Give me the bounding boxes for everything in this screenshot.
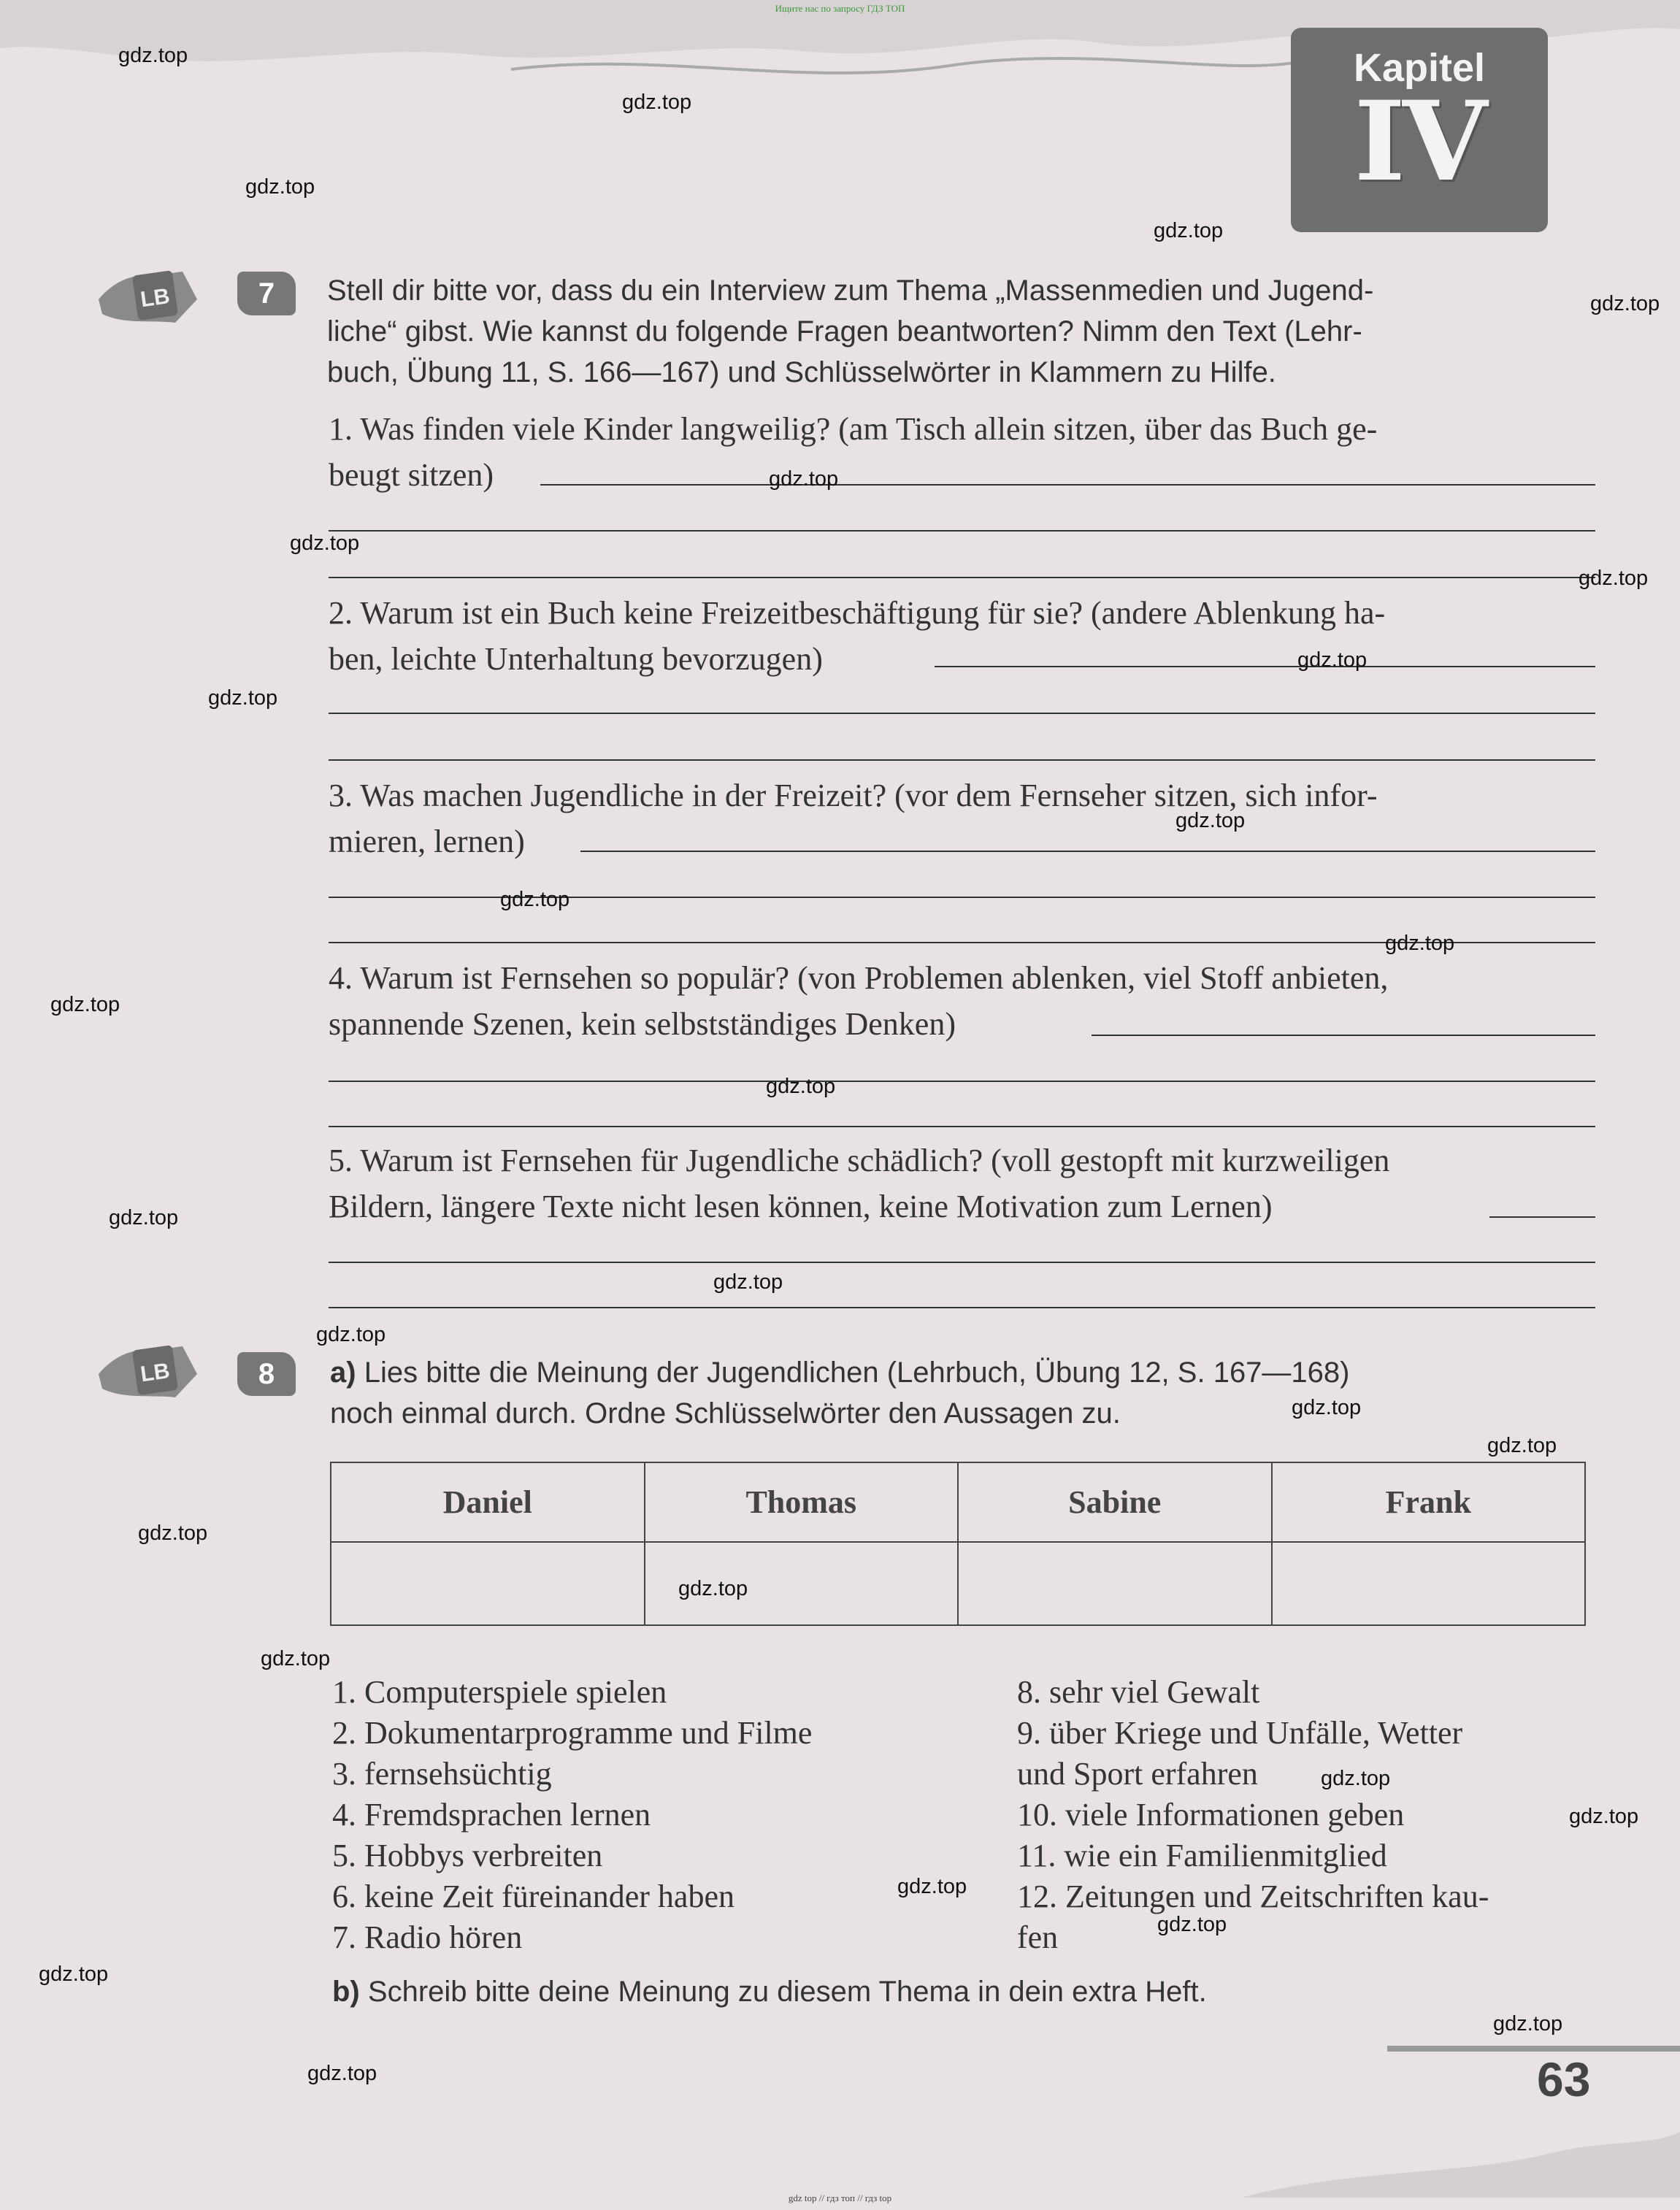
answer-line[interactable]: [580, 851, 1595, 852]
watermark: gdz.top: [1579, 567, 1649, 590]
keyword-item: und Sport erfahren: [1017, 1756, 1258, 1792]
question-line: 1. Was finden viele Kinder langweilig? (am Tisch allein sitzen, über das Buch ge-: [329, 411, 1378, 447]
question-line: 2. Warum ist ein Buch keine Freizeitbeschäftigung für sie? (andere Ablenkung ha-: [329, 595, 1386, 631]
watermark: gdz.top: [1297, 648, 1368, 672]
question-2: [329, 590, 1385, 682]
watermark: gdz.top: [1487, 1434, 1557, 1457]
table-header-frank: Frank: [1272, 1462, 1586, 1542]
watermark: gdz.top: [622, 91, 692, 114]
watermark: gdz.top: [1590, 292, 1660, 315]
answer-line[interactable]: [540, 484, 1595, 486]
question-line: 4. Warum ist Fernsehen so populär? (von Problemen ablenken, viel Stoff anbieten,: [329, 960, 1389, 996]
answer-line[interactable]: [329, 1262, 1595, 1263]
keyword-item: 6. keine Zeit füreinander haben: [332, 1879, 734, 1914]
question-line: ben, leichte Unterhaltung bevorzugen): [329, 641, 823, 677]
watermark: gdz.top: [1385, 932, 1455, 955]
watermark: gdz.top: [118, 44, 188, 67]
instruction-line: Stell dir bitte vor, dass du ein Interview zum Thema „Massenmedien und Jugend-: [327, 275, 1374, 307]
part-a-line: Lies bitte die Meinung der Jugendlichen (Lehrbuch, Übung 12, S. 167—168): [364, 1357, 1350, 1389]
bottom-note: gdz top // гдз топ // гдз top: [788, 2192, 892, 2203]
textbook-icon: [95, 263, 204, 329]
table-header-sabine: Sabine: [958, 1462, 1272, 1542]
table-cell-sabine[interactable]: [958, 1542, 1272, 1625]
watermark: gdz.top: [138, 1522, 208, 1545]
table-cell-frank[interactable]: [1272, 1542, 1586, 1625]
watermark: gdz.top: [897, 1875, 967, 1898]
chapter-label: Kapitel: [1353, 46, 1486, 90]
table-header-thomas: Thomas: [645, 1462, 959, 1542]
watermark: gdz.top: [1569, 1805, 1639, 1828]
answer-line[interactable]: [329, 713, 1595, 714]
textbook-icon-label: LB: [139, 1359, 172, 1387]
keyword-item: fen: [1017, 1919, 1059, 1955]
answer-line[interactable]: [329, 530, 1595, 532]
keyword-item: 1. Computerspiele spielen: [332, 1674, 667, 1710]
chapter-badge: [1291, 28, 1548, 232]
part-a-label: a): [330, 1357, 356, 1389]
question-line: 3. Was machen Jugendliche in der Freizeit? (vor dem Fernseher sitzen, sich infor-: [329, 778, 1378, 813]
watermark: gdz.top: [290, 532, 360, 555]
watermark: gdz.top: [208, 686, 278, 710]
textbook-icon-label: LB: [139, 284, 172, 312]
watermark: gdz.top: [1493, 2012, 1563, 2036]
answer-line[interactable]: [329, 759, 1595, 761]
keyword-item: 4. Fremdsprachen lernen: [332, 1797, 651, 1833]
table-header-daniel: Daniel: [331, 1462, 645, 1542]
watermark: gdz.top: [50, 993, 120, 1016]
question-5: [329, 1137, 1389, 1229]
watermark: gdz.top: [1292, 1396, 1362, 1419]
answer-line[interactable]: [935, 666, 1595, 667]
answer-line[interactable]: [1489, 1216, 1595, 1218]
watermark: gdz.top: [1175, 809, 1246, 832]
answer-line[interactable]: [1092, 1035, 1595, 1036]
instruction-line: buch, Übung 11, S. 166—167) und Schlüsselwörter in Klammern zu Hilfe.: [327, 356, 1276, 388]
watermark: gdz.top: [245, 175, 315, 199]
watermark: gdz.top: [109, 1206, 179, 1229]
exercise7-instruction: [327, 270, 1373, 393]
answer-line[interactable]: [329, 1081, 1595, 1082]
exercise8-part-a: [330, 1352, 1350, 1434]
watermark: gdz.top: [678, 1577, 748, 1600]
top-note: Ищите нас по запросу ГДЗ ТОП: [775, 3, 905, 14]
question-line: spannende Szenen, kein selbstständiges Denken): [329, 1006, 956, 1042]
watermark: gdz.top: [769, 467, 839, 491]
keywords-left-column: [332, 1672, 812, 1958]
answer-line[interactable]: [329, 577, 1595, 578]
page-number: 63: [1537, 2052, 1591, 2106]
watermark: gdz.top: [316, 1323, 386, 1346]
question-4: [329, 955, 1388, 1047]
watermark: gdz.top: [39, 1962, 109, 1986]
watermark: gdz.top: [766, 1075, 836, 1098]
table-cell-daniel[interactable]: [331, 1542, 645, 1625]
question-line: 5. Warum ist Fernsehen für Jugendliche schädlich? (voll gestopft mit kurzweiligen: [329, 1143, 1390, 1178]
exercise-number-8: 8: [237, 1352, 296, 1396]
answer-line[interactable]: [329, 1307, 1595, 1308]
answer-line[interactable]: [329, 1126, 1595, 1127]
watermark: gdz.top: [1157, 1913, 1227, 1936]
watermark: gdz.top: [1154, 219, 1224, 242]
watermark: gdz.top: [307, 2062, 377, 2085]
keyword-item: 10. viele Informationen geben: [1017, 1797, 1405, 1833]
keyword-item: 8. sehr viel Gewalt: [1017, 1674, 1260, 1710]
keyword-item: 12. Zeitungen und Zeitschriften kau-: [1017, 1879, 1489, 1914]
watermark: gdz.top: [500, 888, 570, 911]
watermark: gdz.top: [1321, 1767, 1391, 1790]
keyword-item: 9. über Kriege und Unfälle, Wetter: [1017, 1715, 1463, 1751]
keyword-item: 5. Hobbys verbreiten: [332, 1838, 603, 1873]
exercise8-part-b: [332, 1971, 1207, 2012]
question-line: Bildern, längere Texte nicht lesen können, keine Motivation zum Lernen): [329, 1189, 1273, 1224]
watermark: gdz.top: [261, 1647, 331, 1670]
part-a-line: noch einmal durch. Ordne Schlüsselwörter den Aussagen zu.: [330, 1397, 1121, 1430]
keyword-item: 7. Radio hören: [332, 1919, 523, 1955]
part-b-label: b): [332, 1976, 360, 2008]
instruction-line: liche“ gibst. Wie kannst du folgende Fragen beantworten? Nimm den Text (Lehr-: [327, 315, 1362, 348]
keywords-right-column: [1017, 1672, 1601, 1958]
assignment-table: [330, 1462, 1586, 1626]
watermark: gdz.top: [713, 1270, 783, 1294]
keyword-item: 11. wie ein Familienmitglied: [1017, 1838, 1387, 1873]
question-line: beugt sitzen): [329, 457, 494, 493]
chapter-number: IV: [1354, 77, 1485, 206]
keyword-item: 3. fernsehsüchtig: [332, 1756, 552, 1792]
keyword-item: 2. Dokumentarprogramme und Filme: [332, 1715, 813, 1751]
question-line: mieren, lernen): [329, 824, 525, 859]
textbook-icon: [95, 1338, 204, 1403]
exercise-number-7: 7: [237, 272, 296, 315]
part-b-text: Schreib bitte deine Meinung zu diesem Thema in dein extra Heft.: [367, 1976, 1207, 2008]
torn-paper-decoration: [1241, 2030, 1680, 2198]
